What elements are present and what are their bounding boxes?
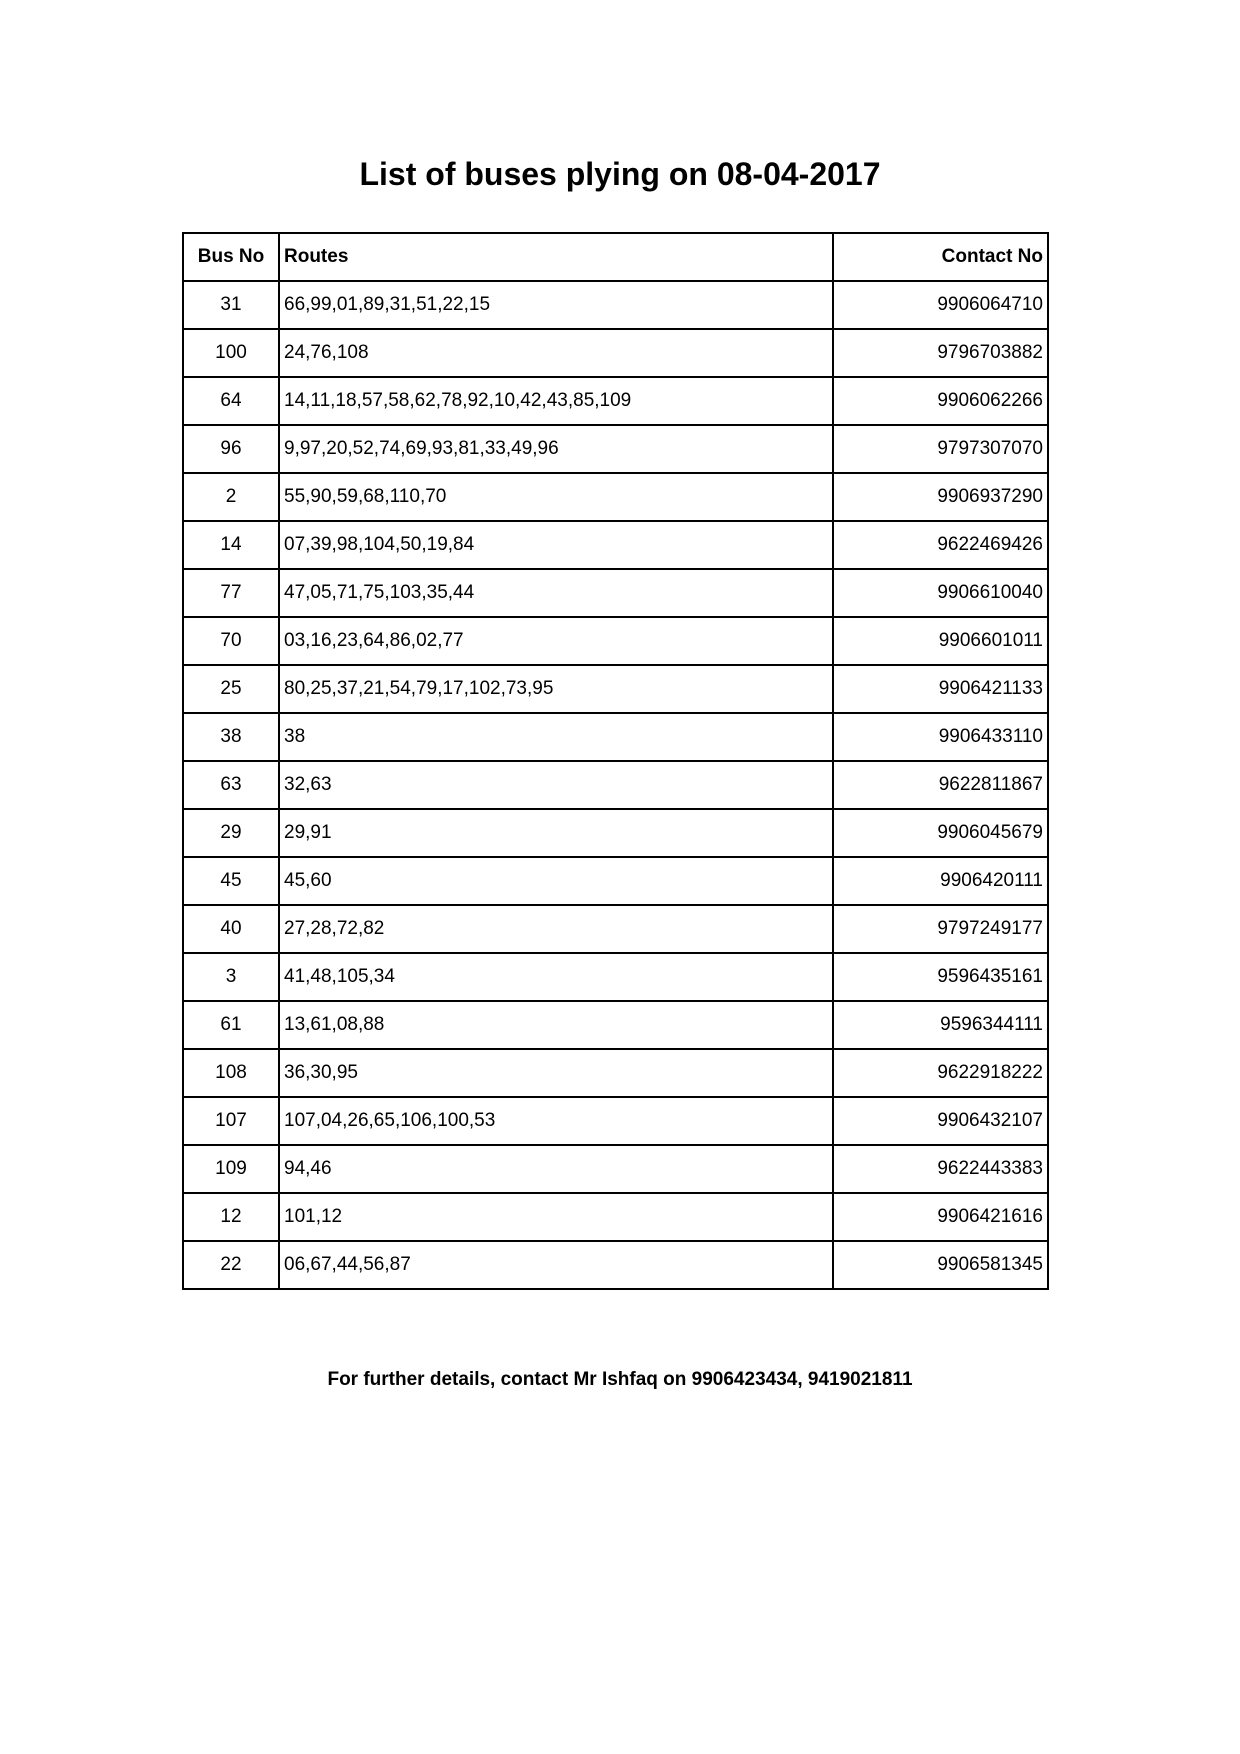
contact-cell: 9796703882 xyxy=(833,329,1048,377)
routes-cell: 07,39,98,104,50,19,84 xyxy=(279,521,833,569)
routes-cell: 47,05,71,75,103,35,44 xyxy=(279,569,833,617)
contact-cell: 9906601011 xyxy=(833,617,1048,665)
bus-no-cell: 64 xyxy=(183,377,279,425)
contact-cell: 9906433110 xyxy=(833,713,1048,761)
bus-no-cell: 45 xyxy=(183,857,279,905)
table-row xyxy=(183,329,1048,377)
contact-cell: 9906432107 xyxy=(833,1097,1048,1145)
table-row xyxy=(183,1193,1048,1241)
table-header-row xyxy=(183,233,1048,281)
routes-cell: 41,48,105,34 xyxy=(279,953,833,1001)
bus-no-cell: 108 xyxy=(183,1049,279,1097)
bus-table xyxy=(182,232,1049,1290)
routes-cell: 13,61,08,88 xyxy=(279,1001,833,1049)
table-row xyxy=(183,905,1048,953)
contact-cell: 9906421616 xyxy=(833,1193,1048,1241)
table-row xyxy=(183,665,1048,713)
bus-no-cell: 107 xyxy=(183,1097,279,1145)
bus-no-cell: 61 xyxy=(183,1001,279,1049)
contact-cell: 9906062266 xyxy=(833,377,1048,425)
contact-cell: 9906421133 xyxy=(833,665,1048,713)
footer-contact-note: For further details, contact Mr Ishfaq on 9906423434, 9419021811 xyxy=(327,1369,913,1390)
contact-cell: 9906064710 xyxy=(833,281,1048,329)
table-row xyxy=(183,809,1048,857)
bus-no-cell: 2 xyxy=(183,473,279,521)
bus-no-cell: 38 xyxy=(183,713,279,761)
routes-cell: 06,67,44,56,87 xyxy=(279,1241,833,1289)
header-routes: Routes xyxy=(279,233,833,281)
bus-no-cell: 70 xyxy=(183,617,279,665)
table-row xyxy=(183,713,1048,761)
bus-no-cell: 63 xyxy=(183,761,279,809)
routes-cell: 03,16,23,64,86,02,77 xyxy=(279,617,833,665)
table-row xyxy=(183,521,1048,569)
routes-cell: 66,99,01,89,31,51,22,15 xyxy=(279,281,833,329)
routes-cell: 94,46 xyxy=(279,1145,833,1193)
routes-cell: 38 xyxy=(279,713,833,761)
bus-no-cell: 22 xyxy=(183,1241,279,1289)
bus-no-cell: 96 xyxy=(183,425,279,473)
routes-cell: 9,97,20,52,74,69,93,81,33,49,96 xyxy=(279,425,833,473)
routes-cell: 29,91 xyxy=(279,809,833,857)
table-row xyxy=(183,377,1048,425)
contact-cell: 9622443383 xyxy=(833,1145,1048,1193)
header-bus-no: Bus No xyxy=(183,233,279,281)
contact-cell: 9596344111 xyxy=(833,1001,1048,1049)
table-row xyxy=(183,569,1048,617)
contact-cell: 9906045679 xyxy=(833,809,1048,857)
table-row xyxy=(183,617,1048,665)
routes-cell: 27,28,72,82 xyxy=(279,905,833,953)
header-contact-no: Contact No xyxy=(833,233,1048,281)
routes-cell: 80,25,37,21,54,79,17,102,73,95 xyxy=(279,665,833,713)
table-row xyxy=(183,1241,1048,1289)
table-row xyxy=(183,1145,1048,1193)
bus-no-cell: 109 xyxy=(183,1145,279,1193)
contact-cell: 9906610040 xyxy=(833,569,1048,617)
contact-cell: 9622469426 xyxy=(833,521,1048,569)
contact-cell: 9906420111 xyxy=(833,857,1048,905)
routes-cell: 101,12 xyxy=(279,1193,833,1241)
table-row xyxy=(183,473,1048,521)
table-row xyxy=(183,425,1048,473)
routes-cell: 107,04,26,65,106,100,53 xyxy=(279,1097,833,1145)
bus-no-cell: 14 xyxy=(183,521,279,569)
page-title: List of buses plying on 08-04-2017 xyxy=(359,156,881,192)
contact-cell: 9596435161 xyxy=(833,953,1048,1001)
routes-cell: 55,90,59,68,110,70 xyxy=(279,473,833,521)
table-row xyxy=(183,1049,1048,1097)
routes-cell: 36,30,95 xyxy=(279,1049,833,1097)
contact-cell: 9622811867 xyxy=(833,761,1048,809)
contact-cell: 9622918222 xyxy=(833,1049,1048,1097)
bus-no-cell: 12 xyxy=(183,1193,279,1241)
bus-no-cell: 31 xyxy=(183,281,279,329)
contact-cell: 9797249177 xyxy=(833,905,1048,953)
contact-cell: 9906937290 xyxy=(833,473,1048,521)
contact-cell: 9906581345 xyxy=(833,1241,1048,1289)
table-row xyxy=(183,857,1048,905)
contact-cell: 9797307070 xyxy=(833,425,1048,473)
table-row xyxy=(183,1001,1048,1049)
table-row xyxy=(183,1097,1048,1145)
routes-cell: 24,76,108 xyxy=(279,329,833,377)
bus-no-cell: 40 xyxy=(183,905,279,953)
routes-cell: 14,11,18,57,58,62,78,92,10,42,43,85,109 xyxy=(279,377,833,425)
table-row xyxy=(183,761,1048,809)
bus-no-cell: 100 xyxy=(183,329,279,377)
bus-no-cell: 3 xyxy=(183,953,279,1001)
bus-no-cell: 77 xyxy=(183,569,279,617)
routes-cell: 32,63 xyxy=(279,761,833,809)
table-row xyxy=(183,953,1048,1001)
table-row xyxy=(183,281,1048,329)
routes-cell: 45,60 xyxy=(279,857,833,905)
bus-no-cell: 25 xyxy=(183,665,279,713)
bus-no-cell: 29 xyxy=(183,809,279,857)
